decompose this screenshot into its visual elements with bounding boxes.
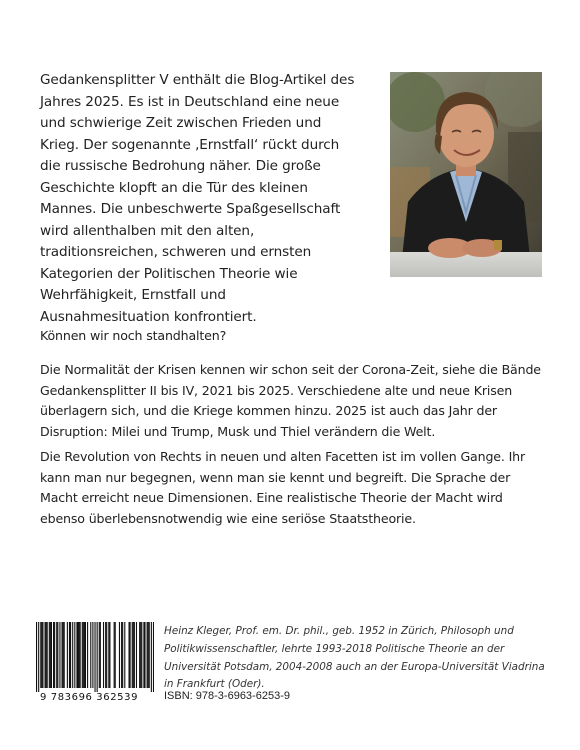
barcode-bar <box>49 622 50 688</box>
barcode-bar <box>47 622 48 688</box>
barcode-bar <box>40 622 41 688</box>
barcode-bar <box>79 622 80 688</box>
body-paragraph-2 <box>40 447 543 529</box>
paragraph-2-text: Die Revolution von Rechts in neuen und alten Facetten ist im vollen Gange. Ihr kann man nur begegnen, wenn man sie kennt und begreift. Die Sprache der Macht erreicht neue Dimensionen. Eine realistische Theorie der Macht wird ebenso überlebensnotwendig wie eine seriöse Staatstheorie. <box>40 449 526 526</box>
barcode-bar <box>143 622 144 688</box>
barcode-bar <box>56 622 57 688</box>
barcode-bar <box>74 622 75 688</box>
barcode-bar <box>153 622 154 692</box>
barcode-bar <box>141 622 142 688</box>
barcode-bars <box>36 622 154 692</box>
barcode-bar <box>41 622 42 688</box>
barcode-bar <box>103 622 104 688</box>
barcode-bar <box>133 622 134 688</box>
barcode-bar <box>106 622 107 688</box>
barcode-bar <box>72 622 73 688</box>
barcode-bar <box>42 622 43 688</box>
barcode-bar <box>64 622 65 688</box>
barcode-bar <box>92 622 93 688</box>
isbn-label: ISBN: 978-3-6963-6253-9 <box>164 690 290 702</box>
barcode-bar <box>76 622 77 688</box>
barcode-bar <box>38 622 39 692</box>
barcode-bar <box>84 622 85 688</box>
barcode-bar <box>99 622 100 688</box>
barcode-bar <box>114 622 115 688</box>
barcode-bar <box>36 622 37 692</box>
barcode-bar <box>45 622 46 688</box>
barcode-bar <box>121 622 122 688</box>
barcode-bar <box>139 622 140 688</box>
barcode-bar <box>134 622 135 688</box>
barcode-bar <box>67 622 68 688</box>
barcode-digits: 9 783696 362539 <box>40 692 160 703</box>
barcode-bar <box>63 622 64 688</box>
barcode-bar <box>57 622 58 688</box>
barcode-bar <box>77 622 78 688</box>
barcode-bar <box>109 622 110 688</box>
question-text: Können wir noch standhalten? <box>40 328 227 343</box>
barcode-bar <box>87 622 88 688</box>
barcode-bar <box>59 622 60 688</box>
barcode-bar <box>128 622 129 688</box>
question-line <box>40 326 543 347</box>
barcode-bar <box>97 622 98 692</box>
barcode-bar <box>80 622 81 688</box>
barcode-bar <box>151 622 152 692</box>
barcode-bar <box>149 622 150 688</box>
barcode-bar <box>140 622 141 688</box>
barcode-bar <box>147 622 148 688</box>
paragraph-1-text: Die Normalität der Krisen kennen wir schon seit der Corona-Zeit, siehe die Bände Gedankensplitter II bis IV, 2021 bis 2025. Verschiedene alte und neue Krisen überlagern sich, und die Kriege kommen hinzu. 2025 ist auch das Jahr der Disruption: Milei und Trump, Musk und Thiel verändern die Welt. <box>40 362 541 439</box>
barcode-bar <box>90 622 91 688</box>
barcode-bar <box>46 622 47 688</box>
barcode-bar <box>62 622 63 688</box>
barcode-bar <box>69 622 70 688</box>
barcode-bar <box>124 622 125 688</box>
barcode-bar <box>115 622 116 688</box>
intro-paragraph: Gedankensplitter V enthält die Blog-Artikel des Jahres 2025. Es ist in Deutschland eine neue und schwierige Zeit zwischen Frieden und Krieg. Der sogenannte ‚Ernstfall‘ rückt durch die russische Bedrohung näher. Die große Geschichte klopft an die Tür des kleinen Mannes. Die unbeschwerte Spaßgesellschaft wird allenthalben mit den alten, traditionsreichen, schweren und ernsten Kategorien der Politischen Theorie wie Wehrfähigkeit, Ernstfall und Ausnahmesituation konfrontiert. <box>40 72 355 325</box>
barcode-bar <box>148 622 149 688</box>
barcode-bar <box>108 622 109 688</box>
barcode-bar <box>132 622 133 688</box>
barcode-bar <box>82 622 83 688</box>
author-bio: Heinz Kleger, Prof. em. Dr. phil., geb. 1952 in Zürich, Philosoph und Politikwissenschaftler, lehrte 1993-2018 Politische Theorie an der Universität Potsdam, 2004-2008 auch an der Europa-Universität Viadrina in Frankfurt (Oder). <box>164 625 545 691</box>
barcode-bar <box>85 622 86 688</box>
barcode-bar <box>94 622 95 692</box>
barcode-bar <box>53 622 54 688</box>
barcode-bar <box>51 622 52 688</box>
barcode-bar <box>100 622 101 688</box>
barcode-bar <box>119 622 120 688</box>
barcode-bar <box>144 622 145 688</box>
barcode-bar <box>122 622 123 688</box>
barcode-bar <box>54 622 55 688</box>
barcode-bar <box>83 622 84 688</box>
barcode-bar <box>70 622 71 688</box>
intro-text <box>40 70 355 328</box>
body-paragraph-1 <box>40 360 543 442</box>
author-photo <box>390 72 542 277</box>
barcode-bar <box>50 622 51 688</box>
barcode-bar <box>136 622 137 688</box>
barcode-bar <box>105 622 106 688</box>
barcode-bar <box>130 622 131 688</box>
